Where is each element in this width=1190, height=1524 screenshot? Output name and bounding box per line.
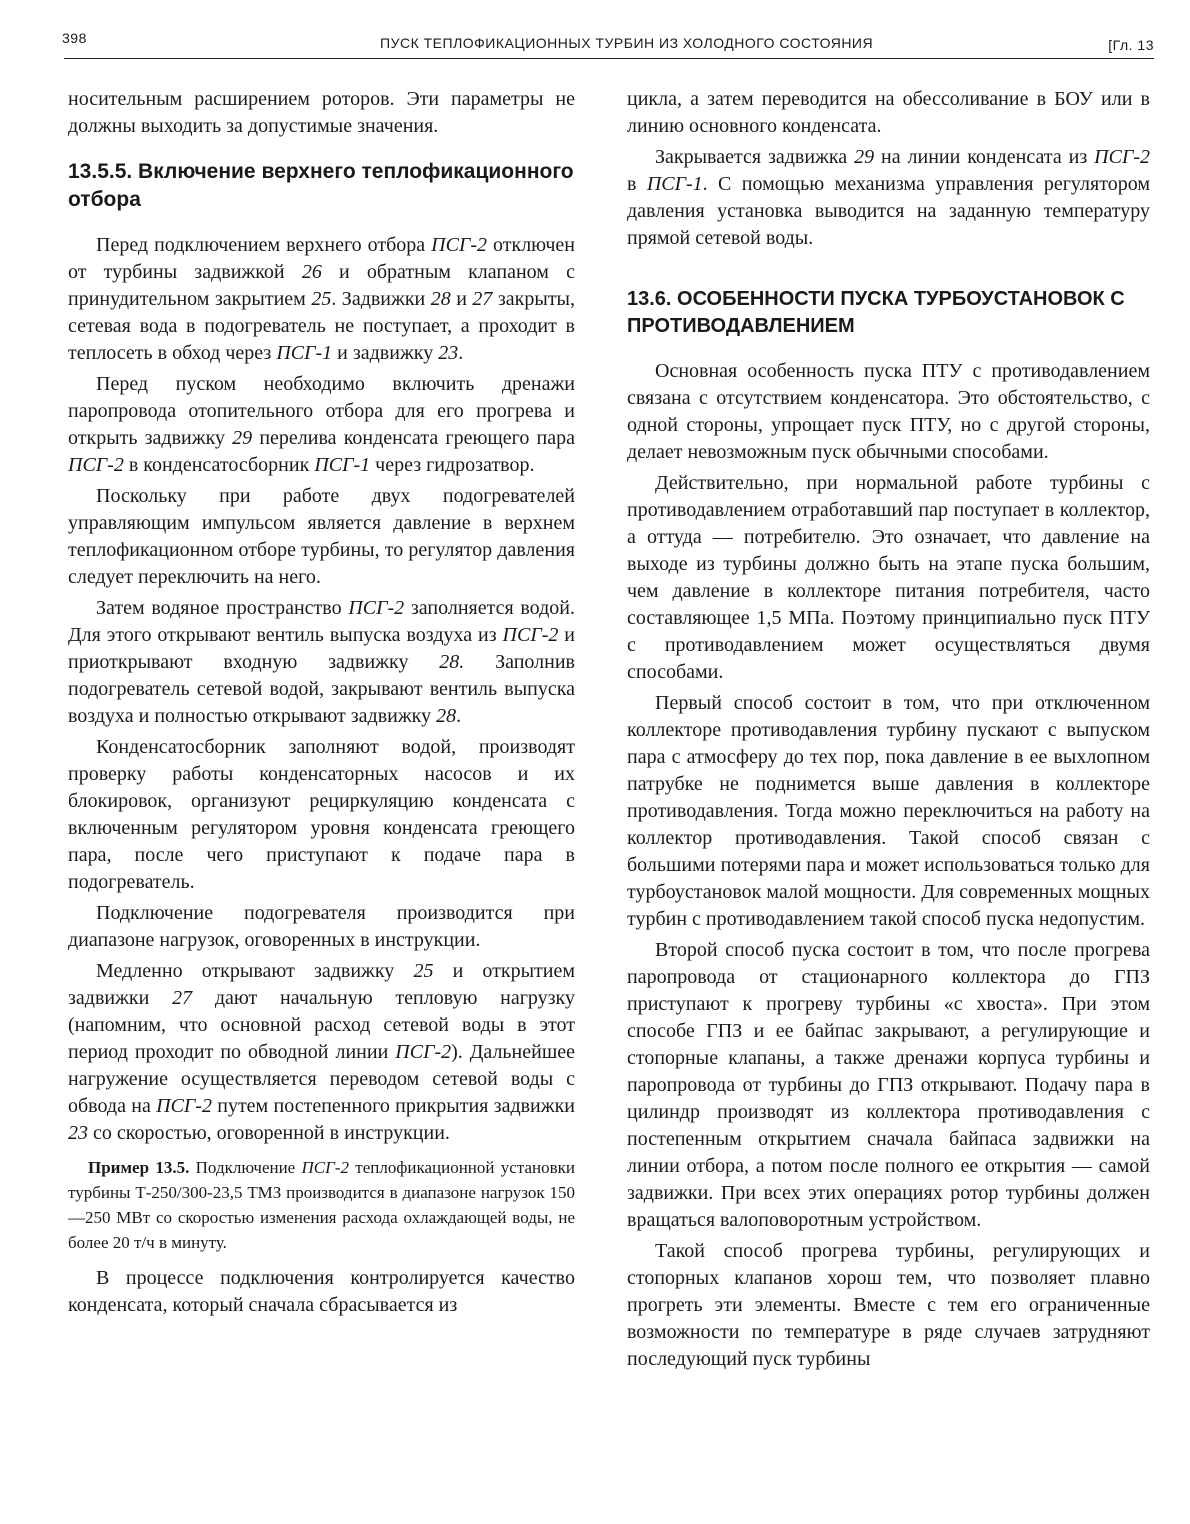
paragraph: Второй способ пуска состоит в том, что после прогрева паропровода от стационарного коллектора до ГПЗ приступают к прогреву турбины «с хвоста». При этом способе ГПЗ и ее байпас закрывают, а регулирующие и стопорные клапаны, а также дренажи корпуса турбины и паропровода от турбины до ГПЗ открывают. Подачу пара в цилиндр производят из коллектора противодавления с постепенным открытием сначала байпаса задвижки на линии отбора, а потом после полного ее открытия — самой задвижки. При всех этих операциях ротор турбины должен вращаться валоповоротным устройством.: [627, 939, 1150, 1231]
paragraph: Подключение подогревателя производится при диапазоне нагрузок, оговоренных в инструкции.: [68, 902, 575, 951]
left-column: [68, 86, 575, 1323]
chapter-label: [Гл. 13: [1108, 37, 1154, 53]
paragraph: Поскольку при работе двух подогревателей управляющим импульсом является давление в верхнем теплофикационном отборе турбины, то регулятор давления следует переключить на него.: [68, 485, 575, 588]
paragraph: В процессе подключения контролируется качество конденсата, который сначала сбрасывается из: [68, 1267, 575, 1316]
paragraph: Такой способ прогрева турбины, регулирующих и стопорных клапанов хорош тем, что позволяет плавно прогреть эти элементы. Вместе с тем его ограниченные возможности по температуре в ряде случаев затрудняют последующий пуск турбины: [627, 1240, 1150, 1370]
header-rule: [64, 58, 1154, 59]
paragraph-continued: цикла, а затем переводится на обессоливание в БОУ или в линию основного конденсата.: [627, 88, 1150, 137]
paragraph: Закрывается задвижка 29 на линии конденсата из ПСГ-2 в ПСГ-1. С помощью механизма управления регулятором давления установка выводится на заданную температуру прямой сетевой воды.: [627, 146, 1150, 249]
right-column: [627, 86, 1150, 1377]
paragraph: Конденсатосборник заполняют водой, производят проверку работы конденсаторных насосов и их блокировок, организуют рециркуляцию конденсата с включенным регулятором уровня конденсата греющего пара, после чего приступают к подаче пара в подогреватель.: [68, 736, 575, 893]
example-label: Пример 13.5.: [88, 1158, 190, 1177]
paragraph: Основная особенность пуска ПТУ с противодавлением связана с отсутствием конденсатора. Это обстоятельство, с одной стороны, упрощает пуск ПТУ, но с другой стороны, делает невозможным пуск обычными способами.: [627, 360, 1150, 463]
section-heading-13-6: 13.6. ОСОБЕННОСТИ ПУСКА ТУРБОУСТАНОВОК С ПРОТИВОДАВЛЕНИЕМ: [627, 288, 1125, 337]
paragraph: Затем водяное пространство ПСГ-2 заполняется водой. Для этого открывают вентиль выпуска воздуха из ПСГ-2 и приоткрывают входную задвижку 28. Заполнив подогреватель сетевой водой, закрывают вентиль выпуска воздуха и полностью открывают задвижку 28.: [68, 597, 575, 727]
page-number: 398: [62, 30, 87, 46]
running-title: ПУСК ТЕПЛОФИКАЦИОННЫХ ТУРБИН ИЗ ХОЛОДНОГО СОСТОЯНИЯ: [380, 35, 874, 51]
example-box: Пример 13.5. Подключение ПСГ-2 теплофикационной установки турбины Т-250/300-23,5 ТМЗ производится в диапазоне нагрузок 150—250 МВт со скоростью изменения расхода охлаждающей воды, не более 20 т/ч в минуту.: [68, 1158, 575, 1252]
paragraph: Перед пуском необходимо включить дренажи паропровода отопительного отбора для его прогрева и открыть задвижку 29 перелива конденсата греющего пара ПСГ-2 в конденсатосборник ПСГ-1 через гидрозатвор.: [68, 373, 575, 476]
section-heading-13-5-5: 13.5.5. Включение верхнего теплофикационного отбора: [68, 160, 574, 211]
paragraph: Перед подключением верхнего отбора ПСГ-2 отключен от турбины задвижкой 26 и обратным клапаном с принудительном закрытием 25. Задвижки 28 и 27 закрыты, сетевая вода в подогреватель не поступает, а проходит в теплосеть в обход через ПСГ-1 и задвижку 23.: [68, 234, 576, 364]
paragraph-continued: носительным расширением роторов. Эти параметры не должны выходить за допустимые значения.: [68, 88, 575, 137]
paragraph: Медленно открывают задвижку 25 и открытием задвижки 27 дают начальную тепловую нагрузку (напомним, что основной расход сетевой воды в этот период проходит по обводной линии ПСГ-2). Дальнейшее нагружение осуществляется переводом сетевой воды с обвода на ПСГ-2 путем постепенного прикрытия задвижки 23 со скоростью, оговоренной в инструкции.: [68, 960, 576, 1144]
paragraph: Действительно, при нормальной работе турбины с противодавлением отработавший пар поступает в коллектор, а оттуда — потребителю. Это означает, что давление на выходе из турбины должно быть на этапе пуска большим, чем давление в коллекторе питания потребителя, часто составляющее 1,5 МПа. Поэтому принципиально пуск ПТУ с противодавлением может осуществляться двумя способами.: [627, 472, 1150, 683]
paragraph: Первый способ состоит в том, что при отключенном коллекторе противодавления турбину пускают с выпуском пара с атмосферу до тех пор, пока давление в ее выхлопном патрубке не поднимется выше давления в коллекторе противодавления. Тогда можно переключиться на работу на коллектор противодавления. Такой способ связан с большими потерями пара и может использоваться только для турбоустановок малой мощности. Для современных мощных турбин с противодавлением такой способ пуска недопустим.: [627, 692, 1150, 930]
running-header: [62, 30, 1154, 60]
